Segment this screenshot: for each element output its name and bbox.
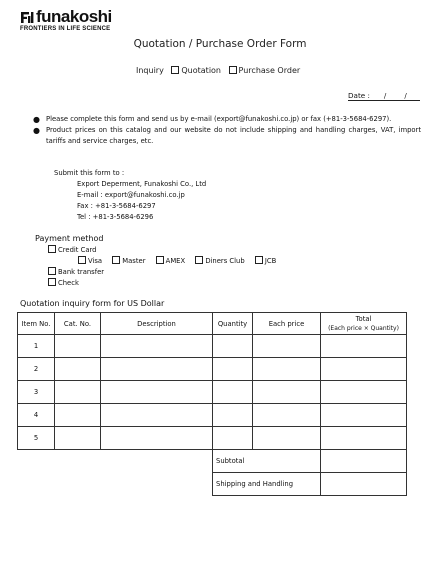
brand-logo [20,9,112,32]
cat-no-cell[interactable] [55,404,101,427]
subtotal-row [18,450,407,473]
purchase-order-label: Purchase Order [238,66,301,75]
check-option[interactable] [46,278,79,289]
check-checkbox[interactable] [48,278,56,286]
bank-transfer-option[interactable] [46,267,104,278]
quotation-table [17,312,407,496]
item-number: 1 [18,335,55,358]
header-total [321,313,407,335]
table-title: Quotation inquiry form for US Dollar [20,299,165,308]
instruction-item [33,114,421,125]
shipping-value-cell[interactable] [321,473,407,496]
shipping-label: Shipping and Handling [213,473,321,496]
master-label: Master [122,257,146,265]
total-cell[interactable] [321,381,407,404]
brand-name: funakoshi [36,7,112,26]
bullet-icon: ● [33,126,40,135]
inquiry-type-row [136,66,300,75]
instructions-list [33,114,421,147]
cat-no-cell[interactable] [55,427,101,450]
item-number: 3 [18,381,55,404]
header-each-price: Each price [253,313,321,335]
date-label: Date : [348,91,370,100]
funakoshi-logo-icon [20,10,34,24]
table-row [18,381,407,404]
total-cell[interactable] [321,404,407,427]
subtotal-value-cell[interactable] [321,450,407,473]
date-separator: / [383,91,387,100]
each-price-cell[interactable] [253,358,321,381]
submit-department: Export Deperment, Funakoshi Co., Ltd [77,180,207,188]
table-row [18,427,407,450]
quotation-checkbox[interactable] [171,66,179,74]
each-price-cell[interactable] [253,427,321,450]
each-price-cell[interactable] [253,381,321,404]
bank-transfer-label: Bank transfer [58,268,105,276]
description-cell[interactable] [101,381,213,404]
header-cat-no: Cat. No. [55,313,101,335]
description-cell[interactable] [101,404,213,427]
item-number: 5 [18,427,55,450]
amex-label: AMEX [165,257,186,265]
jcb-label: JCB [264,257,277,265]
item-number: 2 [18,358,55,381]
header-description: Description [101,313,213,335]
date-separator: / [404,91,407,100]
quantity-cell[interactable] [213,335,253,358]
header-item-no: Item No. [18,313,55,335]
credit-card-option[interactable] [46,245,97,256]
submit-fax: Fax : +81-3-5684-6297 [77,202,156,210]
description-cell[interactable] [101,358,213,381]
cat-no-cell[interactable] [55,358,101,381]
credit-card-label: Credit Card [58,246,97,254]
each-price-cell[interactable] [253,335,321,358]
quantity-cell[interactable] [213,427,253,450]
header-total-label: Total [355,314,372,323]
shipping-row [18,473,407,496]
cat-no-cell[interactable] [55,381,101,404]
each-price-cell[interactable] [253,404,321,427]
master-checkbox[interactable] [112,256,120,264]
item-number: 4 [18,404,55,427]
header-quantity: Quantity [213,313,253,335]
visa-checkbox[interactable] [78,256,86,264]
quantity-cell[interactable] [213,404,253,427]
total-cell[interactable] [321,427,407,450]
diners-club-checkbox[interactable] [195,256,203,264]
cat-no-cell[interactable] [55,335,101,358]
table-header-row [18,313,407,335]
header-total-note: (Each price × Quantity) [328,324,399,332]
brand-tagline: FRONTIERS IN LIFE SCIENCE [20,26,111,32]
payment-method-title: Payment method [35,234,104,243]
description-cell[interactable] [101,335,213,358]
credit-card-checkbox[interactable] [48,245,56,253]
bank-transfer-checkbox[interactable] [48,267,56,275]
submit-tel: Tel : +81-3-5684-6296 [77,213,154,221]
jcb-checkbox[interactable] [255,256,263,264]
amex-checkbox[interactable] [156,256,164,264]
submit-heading: Submit this form to : [54,169,125,177]
instruction-text: Please complete this form and send us by e-mail (export@funakoshi.co.jp) or fax (+81-3-5684-6297). [46,115,392,123]
quantity-cell[interactable] [213,358,253,381]
instruction-text: Product prices on this catalog and our website do not include shipping and handling charges, VAT, import tariffs and service charges, etc. [46,126,421,145]
visa-label: Visa [88,257,103,265]
bullet-icon: ● [33,115,40,124]
description-cell[interactable] [101,427,213,450]
inquiry-label: Inquiry [136,66,164,75]
quantity-cell[interactable] [213,381,253,404]
total-cell[interactable] [321,358,407,381]
purchase-order-checkbox[interactable] [229,66,237,74]
instruction-item [33,125,421,147]
quotation-label: Quotation [181,66,221,75]
total-cell[interactable] [321,335,407,358]
submit-email: E-mail : export@funakoshi.co.jp [77,191,185,199]
form-title: Quotation / Purchase Order Form [133,38,307,50]
card-type-options [76,256,279,265]
diners-club-label: Diners Club [205,257,245,265]
check-label: Check [58,279,79,287]
table-row [18,404,407,427]
submit-info [54,168,206,223]
table-row [18,335,407,358]
subtotal-label: Subtotal [213,450,321,473]
table-row [18,358,407,381]
date-field[interactable] [348,91,420,101]
